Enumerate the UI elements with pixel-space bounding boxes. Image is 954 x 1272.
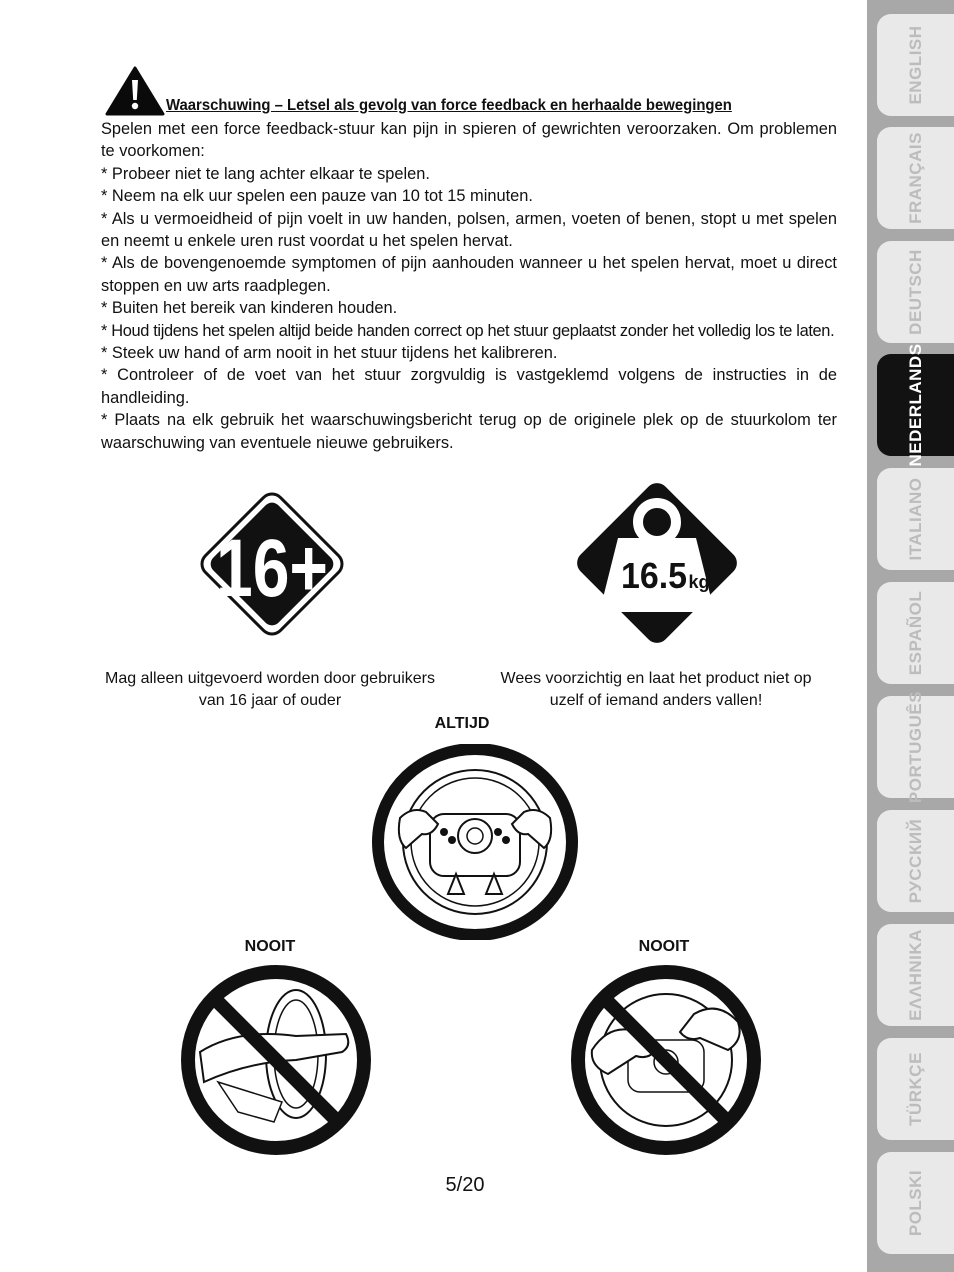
warning-paragraph: * Als u vermoeidheid of pijn voelt in uw handen, polsen, armen, voeten of benen, stopt u met spelen en neemt u enkele uren rust voordat u het spelen hervat. — [101, 209, 837, 251]
warning-triangle-icon — [105, 66, 165, 116]
warning-paragraph: * Steek uw hand of arm nooit in het stuur tijdens het kalibreren. — [101, 344, 558, 363]
tab-deutsch[interactable] — [877, 241, 954, 343]
tab-label: TÜRKÇE — [905, 1052, 925, 1126]
warning-paragraph: * Houd tijdens het spelen altijd beide handen correct op het stuur geplaatst zonder het volledig los te laten. — [101, 321, 835, 340]
warning-paragraph: * Controleer of de voet van het stuur zorgvuldig is vastgeklemd volgens de instructies in de handleiding. — [101, 366, 837, 407]
tab-italiano[interactable] — [877, 468, 954, 570]
tab-label: ITALIANO — [905, 477, 925, 561]
tab-espanol[interactable] — [877, 582, 954, 684]
page-number: 5/20 — [445, 1174, 485, 1196]
steering-wheel-hands-icon — [372, 744, 578, 940]
tab-label: POLSKI — [905, 1169, 925, 1237]
age-16-plus-icon — [186, 478, 358, 650]
prohibited-icon — [178, 962, 374, 1158]
never-label: NOOIT — [638, 938, 690, 955]
weight-unit: kg — [688, 572, 710, 592]
tab-russian[interactable] — [877, 810, 954, 912]
never-label: NOOIT — [244, 938, 296, 955]
caption-line: van 16 jaar of ouder — [198, 692, 342, 709]
tab-label: DEUTSCH — [905, 249, 925, 335]
tab-english[interactable] — [877, 14, 954, 116]
tab-nederlands[interactable] — [877, 343, 954, 467]
tab-label: РУССКИЙ — [905, 818, 925, 904]
warning-paragraph: * Plaats na elk gebruik het waarschuwingsbericht terug op de originele plek op de stuurkolom ter waarschuwing van eventuele nieuwe gebruikers. — [101, 411, 837, 452]
tab-greek[interactable] — [877, 924, 954, 1026]
tab-label: ESPAÑOL — [905, 590, 925, 676]
prohibited-icon — [568, 962, 764, 1158]
weight-caption — [486, 668, 826, 712]
warning-section — [101, 66, 837, 454]
weight-value: 16.5 — [621, 555, 687, 596]
warning-paragraph: * Buiten het bereik van kinderen houden. — [101, 299, 398, 318]
tab-label: NEDERLANDS — [905, 343, 925, 467]
tab-turkce[interactable] — [877, 1038, 954, 1140]
warning-title: Waarschuwing – Letsel als gevolg van force feedback en herhaalde bewegingen — [166, 97, 732, 114]
tab-label: PORTUGUÊS — [905, 690, 925, 804]
warning-paragraph: * Probeer niet te lang achter elkaar te spelen. — [101, 164, 430, 183]
caption-line: uzelf of iemand anders vallen! — [549, 692, 763, 709]
caption-line: Wees voorzichtig en laat het product niet op — [500, 670, 812, 687]
tab-label: ENGLISH — [905, 25, 925, 105]
warning-body — [101, 118, 837, 454]
tab-label: ΕΛΛΗΝΙΚΑ — [905, 929, 925, 1021]
warning-header — [101, 66, 837, 118]
age-caption — [96, 668, 444, 712]
caption-line: Mag alleen uitgevoerd worden door gebruikers — [105, 670, 435, 687]
tab-portugues[interactable] — [877, 690, 954, 804]
tab-polski[interactable] — [877, 1152, 954, 1254]
tab-label: FRANÇAIS — [905, 132, 925, 224]
always-label: ALTIJD — [434, 715, 490, 732]
warning-paragraph: * Neem na elk uur spelen een pauze van 10 tot 15 minuten. — [101, 187, 533, 206]
age-sign-text: 16+ — [216, 523, 328, 614]
weight-icon — [560, 466, 754, 660]
tab-francais[interactable] — [877, 127, 954, 229]
warning-paragraph: * Als de bovengenoemde symptomen of pijn aanhouden wanneer u het spelen hervat, moet u direct stoppen en uw arts raadplegen. — [101, 254, 837, 295]
warning-paragraph: Spelen met een force feedback-stuur kan pijn in spieren of gewrichten veroorzaken. Om problemen te voorkomen: — [101, 120, 837, 161]
